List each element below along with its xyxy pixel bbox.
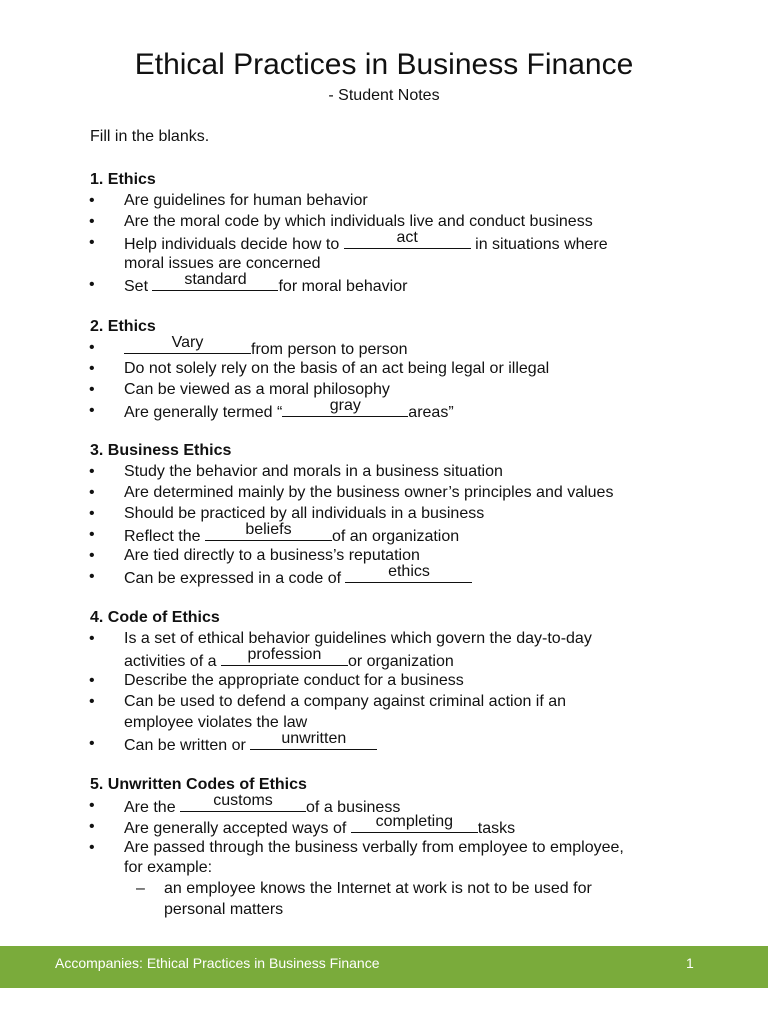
bullet-text: Describe the appropriate conduct for a business — [124, 672, 464, 689]
bullet-text — [124, 334, 408, 360]
bullet-text — [124, 813, 516, 839]
bullet-text: Can be used to defend a company against criminal action if an — [124, 693, 567, 710]
bullet-marker: • — [89, 568, 95, 585]
footer-bar — [0, 946, 768, 988]
answer-blank — [344, 229, 471, 249]
bullet-marker: • — [89, 797, 95, 814]
bullet-marker: • — [89, 213, 95, 230]
section-1-bullet-4 — [0, 271, 768, 295]
text-before-blank: Are generally termed “ — [124, 404, 283, 421]
bullet-marker: • — [89, 381, 95, 398]
answer-blank — [221, 646, 348, 666]
bullet-marker: • — [89, 463, 95, 480]
bullet-marker: • — [89, 339, 95, 356]
bullet-marker: • — [89, 630, 95, 647]
document-title: Ethical Practices in Business Finance — [134, 48, 634, 81]
bullet-marker: • — [89, 526, 95, 543]
section-2-bullet-4 — [0, 397, 768, 421]
text-before-blank: Reflect the — [124, 528, 205, 545]
answer-blank — [205, 521, 332, 541]
page-number: 1 — [686, 955, 694, 971]
section-4-bullet-1-continued — [0, 646, 768, 670]
text-after-blank: from person to person — [251, 341, 408, 358]
section-4-heading: 4. Code of Ethics — [90, 609, 220, 626]
answer-blank — [351, 813, 478, 833]
answer-text: customs — [213, 792, 273, 809]
section-5-sub-bullet-1-continued — [0, 899, 768, 920]
bullet-marker: • — [89, 192, 95, 209]
section-3-bullet-3 — [0, 503, 768, 524]
section-1-bullet-3 — [0, 229, 768, 253]
section-3-bullet-1 — [0, 461, 768, 482]
text-after-blank: for moral behavior — [278, 278, 408, 295]
bullet-text: Can be viewed as a moral philosophy — [124, 381, 390, 398]
section-1-bullet-1 — [0, 190, 768, 211]
answer-text: completing — [375, 813, 453, 830]
section-3-bullet-4 — [0, 521, 768, 545]
bullet-marker: • — [89, 693, 95, 710]
text-after-blank: areas” — [408, 404, 454, 421]
answer-text: profession — [247, 646, 322, 663]
section-2-bullet-2 — [0, 358, 768, 379]
answer-blank — [282, 397, 408, 417]
bullet-marker: • — [89, 360, 95, 377]
section-1-heading: 1. Ethics — [90, 171, 156, 188]
text-after-blank: of an organization — [331, 528, 460, 545]
section-3-heading: 3. Business Ethics — [90, 442, 232, 459]
bullet-text: employee violates the law — [124, 714, 308, 731]
section-4-bullet-4 — [0, 730, 768, 754]
bullet-text: Should be practiced by all individuals in a business — [124, 505, 485, 522]
sub-bullet-text: personal matters — [164, 901, 284, 918]
text-before-blank: Can be written or — [124, 737, 251, 754]
section-5-bullet-2 — [0, 813, 768, 837]
bullet-text: Are the moral code by which individuals live and conduct business — [124, 213, 593, 230]
bullet-text — [124, 521, 460, 547]
bullet-marker: • — [89, 818, 95, 835]
bullet-text: Are determined mainly by the business owner’s principles and values — [124, 484, 614, 501]
section-4-bullet-3-continued — [0, 712, 768, 733]
bullet-text: Study the behavior and morals in a business situation — [124, 463, 503, 480]
footer-text: Accompanies: Ethical Practices in Business Finance — [55, 955, 380, 971]
answer-blank — [345, 563, 472, 583]
answer-text: Vary — [171, 334, 204, 351]
dash-marker: – — [136, 880, 145, 897]
sub-bullet-text: an employee knows the Internet at work is not to be used for — [164, 880, 592, 897]
section-5-bullet-3 — [0, 837, 768, 858]
section-2-bullet-1 — [0, 334, 768, 358]
bullet-marker: • — [89, 505, 95, 522]
bullet-marker: • — [89, 402, 95, 419]
bullet-text — [124, 397, 454, 423]
document-subtitle: - Student Notes — [328, 87, 440, 104]
text-before-blank: Help individuals decide how to — [124, 236, 344, 253]
bullet-text: Are guidelines for human behavior — [124, 192, 368, 209]
text-after-blank: tasks — [477, 820, 516, 837]
section-3-bullet-2 — [0, 482, 768, 503]
section-4-bullet-3 — [0, 691, 768, 712]
answer-text: gray — [329, 397, 361, 414]
text-before-blank: Can be expressed in a code of — [124, 570, 346, 587]
text-after-blank: in situations where — [470, 236, 608, 253]
section-4-bullet-1 — [0, 628, 768, 649]
bullet-marker: • — [89, 484, 95, 501]
answer-blank — [180, 792, 306, 812]
text-before-blank: Set — [124, 278, 153, 295]
bullet-marker: • — [89, 547, 95, 564]
answer-text: act — [396, 229, 418, 246]
bullet-marker: • — [89, 672, 95, 689]
bullet-marker: • — [89, 234, 95, 251]
section-5-sub-bullet-1 — [0, 878, 768, 899]
bullet-marker: • — [89, 276, 95, 293]
bullet-text: Are tied directly to a business’s reputation — [124, 547, 420, 564]
section-2-heading: 2. Ethics — [90, 318, 156, 335]
bullet-text: Are passed through the business verbally from employee to employee, — [124, 839, 624, 856]
bullet-text — [124, 730, 377, 756]
bullet-text — [124, 271, 408, 297]
text-before-blank: activities of a — [124, 653, 221, 670]
text-after-blank: or organization — [347, 653, 454, 670]
section-5-heading: 5. Unwritten Codes of Ethics — [90, 776, 307, 793]
section-5-bullet-3-continued — [0, 857, 768, 878]
section-4-bullet-2 — [0, 670, 768, 691]
bullet-marker: • — [89, 735, 95, 752]
section-1-bullet-3-continued — [0, 253, 768, 274]
answer-text: standard — [184, 271, 247, 288]
bullet-text — [124, 563, 472, 589]
answer-blank — [250, 730, 377, 750]
instructions: Fill in the blanks. — [90, 128, 210, 145]
answer-blank — [152, 271, 278, 291]
answer-text: ethics — [388, 563, 430, 580]
text-after-blank: of a business — [306, 799, 401, 816]
text-before-blank: Are the — [124, 799, 181, 816]
section-3-bullet-6 — [0, 563, 768, 587]
bullet-text: Do not solely rely on the basis of an act being legal or illegal — [124, 360, 550, 377]
bullet-marker: • — [89, 839, 95, 856]
bullet-text: for example: — [124, 859, 213, 876]
bullet-text: Is a set of ethical behavior guidelines which govern the day-to-day — [124, 630, 592, 647]
bullet-text — [124, 229, 608, 255]
answer-text: beliefs — [245, 521, 292, 538]
bullet-text — [124, 646, 454, 672]
answer-text: unwritten — [281, 730, 347, 747]
bullet-text: moral issues are concerned — [124, 255, 321, 272]
answer-blank — [124, 334, 251, 354]
text-before-blank: Are generally accepted ways of — [124, 820, 351, 837]
